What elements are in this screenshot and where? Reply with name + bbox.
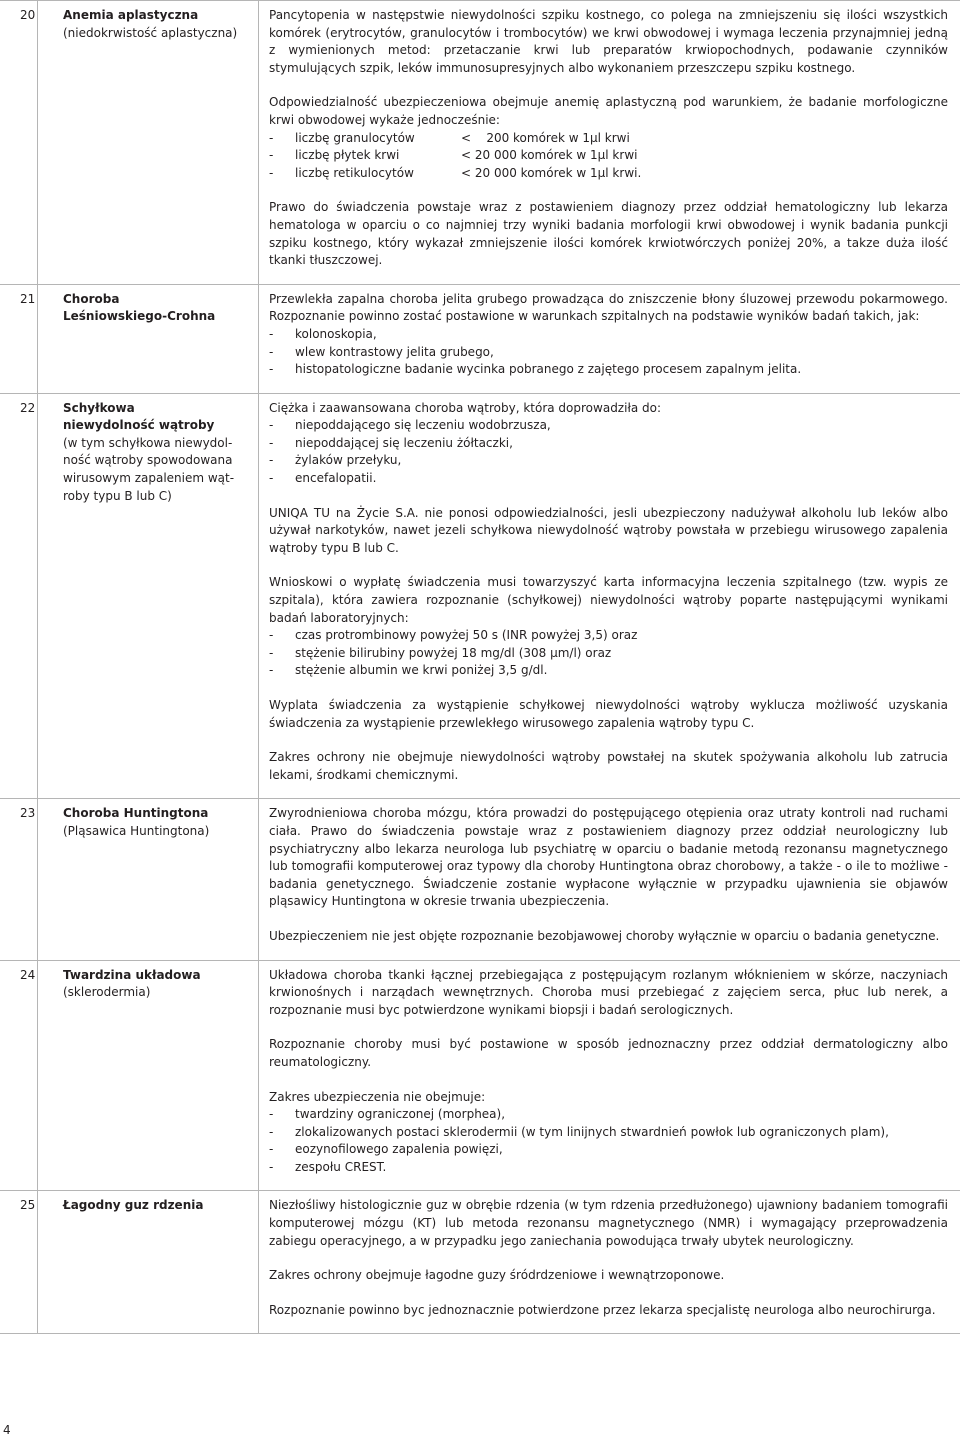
description-paragraph: Przewlekła zapalna choroba jelita grubego prowadząca do zniszczenie błony śluzowej przewodu pokarmowego. Rozpoznanie powinno zostać postawione w warunkach szpitalnych na podstawie wyników badań takich, jak: xyxy=(269,291,948,324)
disease-name xyxy=(38,285,259,393)
description-list xyxy=(269,627,948,680)
disease-subname-line: (sklerodermia) xyxy=(63,985,151,1000)
disease-name-line: Choroba Huntingtona xyxy=(63,806,209,821)
list-item: - niepoddającej się leczeniu żółtaczki, xyxy=(269,435,948,453)
description-paragraph: Zakres ubezpieczenia nie obejmuje: xyxy=(269,1089,486,1104)
description-paragraph: Niezłośliwy histologicznie guz w obrębie rdzenia (w tym rdzenia przedłużonego) ujawniony badaniem tomografii komputerowej mózgu (KT) lub metoda rezonansu magnetycznego (NMR) i wymagający przeprowadzenia zabiegu operacyjnego, a w przypadku jego zaniechania powodująca trwały ubytek neurologiczny. xyxy=(269,1198,948,1248)
description-paragraph: Prawo do świadczenia powstaje wraz z postawieniem diagnozy przez oddział hematologiczny lub lekarza hematologa w oparciu o co najmniej trzy wyniki badania morfologii krwi obwodowej i wynik badania punkcji szpiku kostnego, który wykazał zmniejszenie ilości komórek krwiotwórczych poniżej 20%, a takze duża ilość tkanki tłuszczowej. xyxy=(269,200,948,268)
row-number: 20 xyxy=(0,1,38,284)
disease-name xyxy=(38,799,259,959)
list-item: - stężenie bilirubiny powyżej 18 mg/dl (308 µm/l) oraz xyxy=(269,645,948,663)
disease-name xyxy=(38,1,259,284)
list-item: - eozynofilowego zapalenia powięzi, xyxy=(269,1141,948,1159)
criteria-table xyxy=(269,130,948,183)
description-paragraph: Rozpoznanie powinno byc jednoznacznie potwierdzone przez lekarza specjalistę neurologa albo neurochirurga. xyxy=(269,1302,936,1317)
row-number: 24 xyxy=(0,961,38,1191)
disease-name xyxy=(38,394,259,799)
criteria-cell: - xyxy=(269,148,274,163)
description-list xyxy=(269,326,948,379)
criteria-cell: liczbę granulocytów xyxy=(295,130,415,145)
row-number: 25 xyxy=(0,1191,38,1333)
description-paragraph: Ciężka i zaawansowana choroba wątroby, która doprowadziła do: xyxy=(269,400,662,415)
table-row xyxy=(0,0,960,285)
disease-description xyxy=(259,961,960,1191)
table-row xyxy=(0,961,960,1192)
table-row xyxy=(0,1191,960,1334)
criteria-cell: liczbę retikulocytów xyxy=(295,165,414,180)
criteria-cell: liczbę płytek krwi xyxy=(295,148,400,163)
disease-subname-line: (Pląsawica Huntingtona) xyxy=(63,823,210,838)
description-paragraph: Zakres ochrony obejmuje łagodne guzy śródrdzeniowe i wewnątrzoponowe. xyxy=(269,1268,725,1283)
disease-name-line: Anemia aplastyczna xyxy=(63,8,199,22)
disease-name-line: Schyłkowa xyxy=(63,400,135,415)
description-paragraph: Wyplata świadczenia za wystąpienie schyłkowej niewydolności wątroby wyklucza możliwość uzyskania świadczenia za wystąpienie przewlekłego wirusowego zapalenia wątroby typu C. xyxy=(269,698,948,730)
criteria-lead: Odpowiedzialność ubezpieczeniowa obejmuje anemię aplastyczną pod warunkiem, że badanie morfologiczne krwi obwodowej wykaże jednocześnie: xyxy=(269,95,948,127)
criteria-block xyxy=(269,94,948,182)
description-paragraph: Zwyrodnieniowa choroba mózgu, która prowadzi do postępującego otępienia oraz utraty kontroli nad ruchami ciała. Prawo do świadczenia powstaje wraz z postawieniem diagnozy przez oddział neurologiczny lub psychiatryczny albo lekarza neurologa lub psychiatrę w oparciu o badanie metodą rezonansu magnetycznego lub tomografii komputerowej oraz typowy dla choroby Huntingtona obraz chorobowy, a także - o ile to możliwe - badania genetycznego. Świadczenie zostanie wypłacone wyłącznie w przypadku ujawnienia sie objawów pląsawicy Huntingtona w okresie trwania ubezpieczenia. xyxy=(269,806,948,909)
row-number: 23 xyxy=(0,799,38,959)
list-item: - zespołu CREST. xyxy=(269,1159,948,1177)
disease-description xyxy=(259,1,960,284)
row-number: 21 xyxy=(0,285,38,393)
criteria-cell: < 20 000 komórek w 1µl krwi xyxy=(461,148,638,163)
criteria-cell: - xyxy=(269,165,274,180)
list-item: - czas protrombinowy powyżej 50 s (INR powyżej 3,5) oraz xyxy=(269,627,948,645)
list-item: - histopatologiczne badanie wycinka pobranego z zajętego procesem zapalnym jelita. xyxy=(269,361,948,379)
disease-subname-line: (w tym schyłkowa niewydol- xyxy=(63,435,233,450)
criteria-cell: < 200 komórek w 1µl krwi xyxy=(461,130,630,145)
disease-name-line: Łagodny guz rdzenia xyxy=(63,1198,204,1213)
disease-subname-line: (niedokrwistość aplastyczna) xyxy=(63,25,238,40)
disease-description xyxy=(259,394,960,799)
disease-name-line: Choroba xyxy=(63,291,120,306)
disease-subname-line: ność wątroby spowodowana xyxy=(63,453,233,468)
list-item: - wlew kontrastowy jelita grubego, xyxy=(269,344,948,362)
disease-description xyxy=(259,285,960,393)
disease-name-line: Twardzina układowa xyxy=(63,967,201,982)
disease-name-line: Leśniowskiego-Crohna xyxy=(63,309,216,324)
list-item: - twardziny ograniczonej (morphea), xyxy=(269,1106,948,1124)
description-paragraph: UNIQA TU na Życie S.A. nie ponosi odpowiedzialności, jesli ubezpieczony nadużywał alkoholu lub leków albo używał narkotyków, nawet jezeli schyłkowa niewydolność wątroby powstała w przebiegu wirusowego zapalenia wątroby typu B lub C. xyxy=(269,505,948,555)
table-row xyxy=(0,285,960,394)
description-paragraph: Układowa choroba tkanki łącznej przebiegająca z postępującym rozlanym włóknieniem w skórze, naczyniach krwionośnych i narządach wewnętrznych. Choroba musi przebiegać z zajęciem serca, płuc lub nerek, a rozpoznanie musi byc potwierdzone wynikami biopsji i badań serologicznych. xyxy=(269,967,948,1017)
disease-name xyxy=(38,1191,259,1333)
table-row xyxy=(0,394,960,800)
criteria-cell: - xyxy=(269,130,274,145)
criteria-cell: < 20 000 komórek w 1µl krwi. xyxy=(461,165,642,180)
description-list xyxy=(269,417,948,487)
description-list xyxy=(269,1106,948,1176)
description-paragraph: Zakres ochrony nie obejmuje niewydolności wątroby powstałej na skutek spożywania alkoholu lub zatrucia lekami, środkami chemicznymi. xyxy=(269,750,948,782)
disease-name xyxy=(38,961,259,1191)
table-row xyxy=(0,799,960,960)
description-paragraph: Wnioskowi o wypłatę świadczenia musi towarzyszyć karta informacyjna leczenia szpitalnego (tzw. wypis ze szpitala), która zawiera rozpoznanie (schyłkowej) niewydolności wątroby poparte następującymi wynikami badań laboratoryjnych: xyxy=(269,575,948,625)
disease-name-line: niewydolność wątroby xyxy=(63,418,215,433)
disease-description xyxy=(259,1191,960,1333)
row-number: 22 xyxy=(0,394,38,799)
list-item: - encefalopatii. xyxy=(269,470,948,488)
list-item: - żylaków przełyku, xyxy=(269,452,948,470)
disease-subname-line: wirusowym zapaleniem wąt- xyxy=(63,471,235,486)
page-number: 4 xyxy=(3,1423,11,1437)
description-paragraph: Ubezpieczeniem nie jest objęte rozpoznanie bezobjawowej choroby wyłącznie w oparciu o badania genetyczne. xyxy=(269,928,940,943)
description-paragraph: Rozpoznanie choroby musi być postawione w sposób jednoznaczny przez oddział dermatologiczny albo reumatologiczny. xyxy=(269,1037,948,1069)
disease-subname-line: roby typu B lub C) xyxy=(63,488,172,503)
list-item: - kolonoskopia, xyxy=(269,326,948,344)
list-item: - stężenie albumin we krwi poniżej 3,5 g/dl. xyxy=(269,662,948,680)
list-item: - zlokalizowanych postaci sklerodermii (w tym linijnych stwardnień powłok lub ograniczonych plam), xyxy=(269,1124,948,1142)
list-item: - niepoddającego się leczeniu wodobrzusza, xyxy=(269,417,948,435)
disease-description xyxy=(259,799,960,959)
description-paragraph: Pancytopenia w następstwie niewydolności szpiku kostnego, co polega na zmniejszeniu się ilości wszystkich komórek (erytrocytów, granulocytów i trombocytów) we krwi obwodowej i wymaga leczenia przynajmniej jedną z wymienionych metod: przetaczanie krwi lub preparatów krwiopochodnych, podawanie czynników stymulujących szpik, leków immunosupresyjnych albo wykonaniem przeszczepu szpiku kostnego. xyxy=(269,8,948,75)
